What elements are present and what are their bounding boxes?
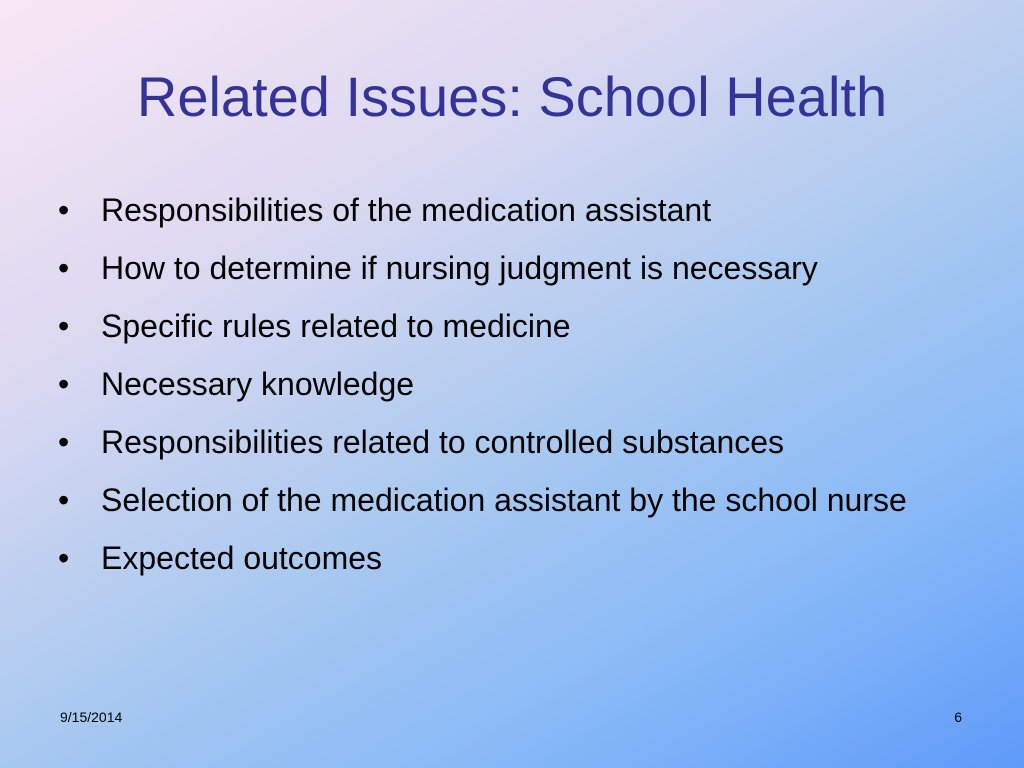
bullet-icon: • xyxy=(58,540,70,576)
bullet-text: Responsibilities related to controlled substances xyxy=(101,424,785,460)
bullet-item xyxy=(58,360,978,408)
bullet-list xyxy=(58,186,978,592)
bullet-icon: • xyxy=(58,424,70,460)
bullet-item xyxy=(58,534,978,582)
bullet-item xyxy=(58,476,978,524)
bullet-icon: • xyxy=(58,250,70,286)
bullet-item xyxy=(58,244,978,292)
bullet-item xyxy=(58,418,978,466)
bullet-icon: • xyxy=(58,308,70,344)
bullet-icon: • xyxy=(58,192,70,228)
bullet-text: Responsibilities of the medication assistant xyxy=(101,192,712,228)
bullet-text: Necessary knowledge xyxy=(101,366,415,402)
bullet-text: Expected outcomes xyxy=(101,540,383,576)
bullet-text: Selection of the medication assistant by the school nurse xyxy=(101,482,907,518)
bullet-item xyxy=(58,302,978,350)
bullet-item xyxy=(58,186,978,234)
bullet-text: Specific rules related to medicine xyxy=(101,308,571,344)
slide-title: Related Issues: School Health xyxy=(136,65,888,128)
slide-number: 6 xyxy=(954,709,962,725)
bullet-icon: • xyxy=(58,482,70,518)
bullet-text: How to determine if nursing judgment is necessary xyxy=(101,250,818,286)
footer-date: 9/15/2014 xyxy=(60,709,123,725)
bullet-icon: • xyxy=(58,366,70,402)
